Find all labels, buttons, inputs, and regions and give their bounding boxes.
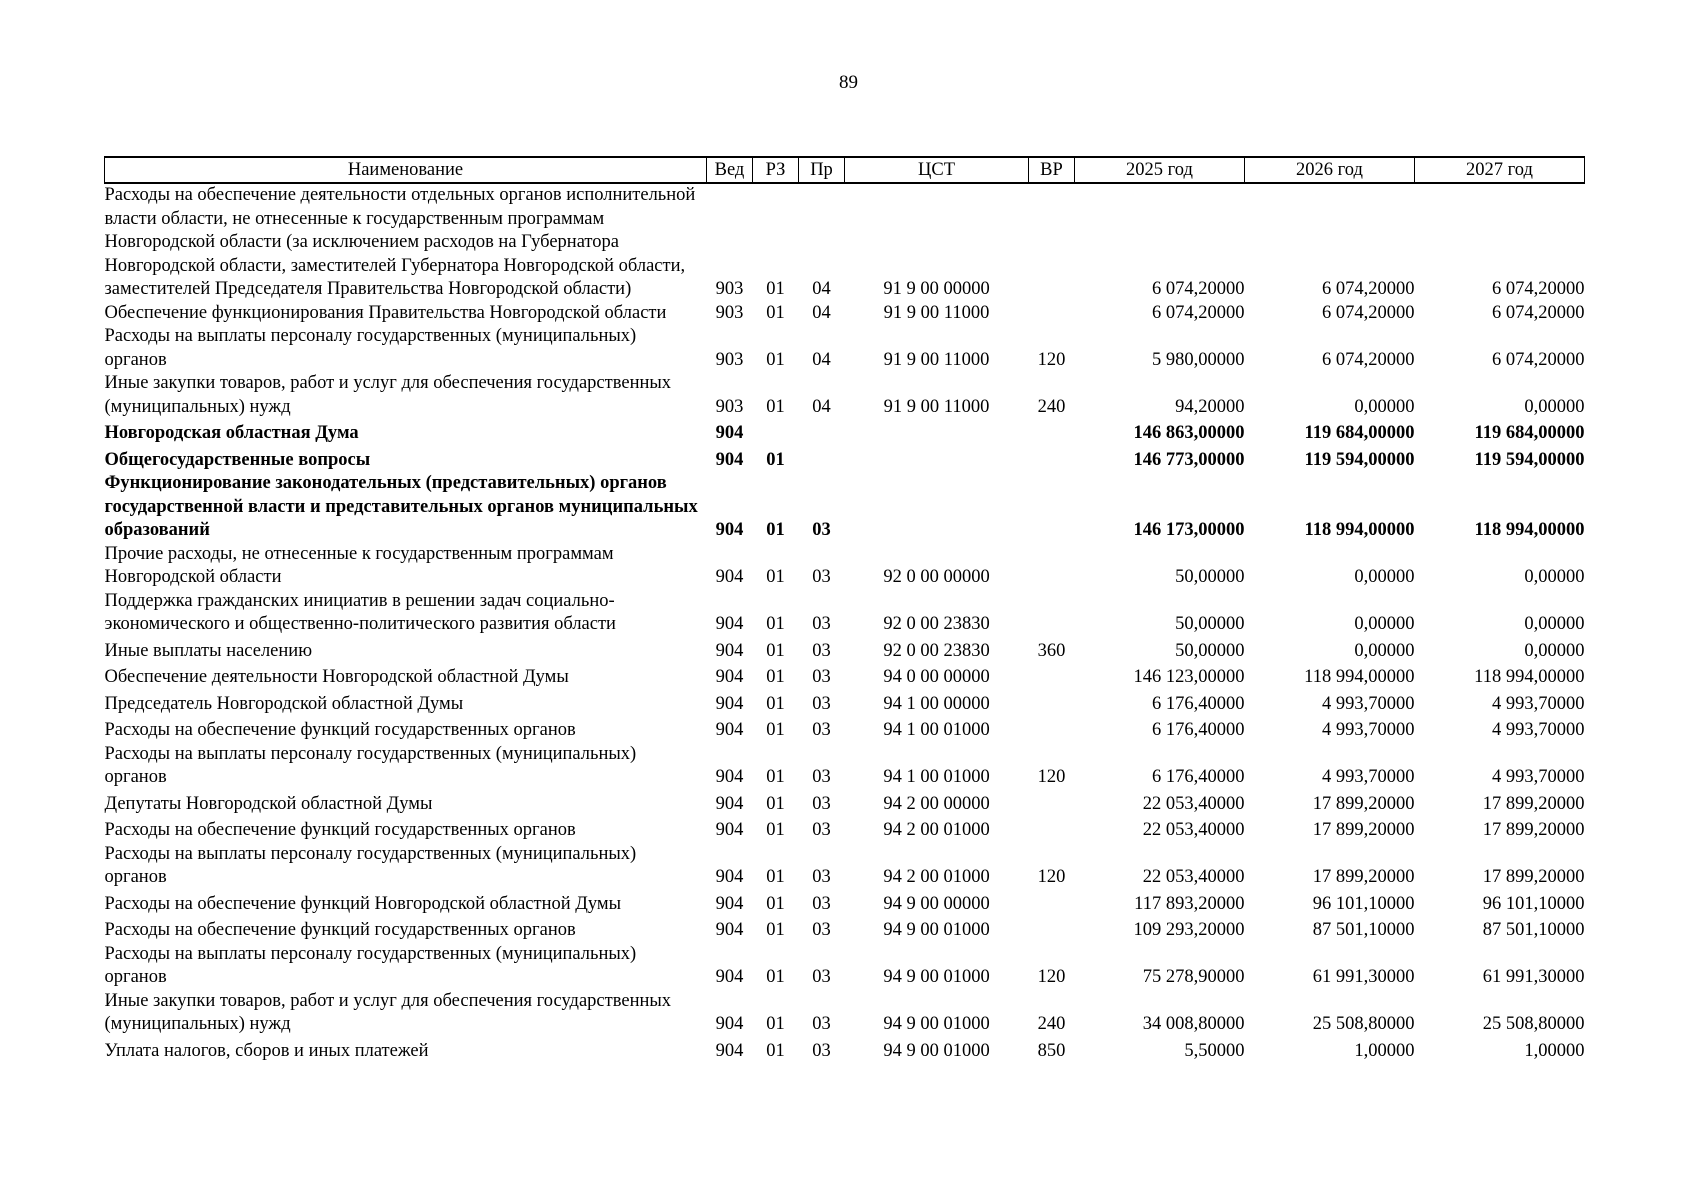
cell-y2026: 4 993,70000 xyxy=(1322,693,1415,714)
header-name: Наименование xyxy=(105,157,707,183)
cell-pr: 03 xyxy=(812,820,831,840)
cell-rz: 01 xyxy=(766,520,785,540)
cell-cst: 94 0 00 00000 xyxy=(883,667,990,687)
cell-name: Обеспечение функционирования Правительства Новгородской области xyxy=(104,302,667,323)
cell-name: Депутаты Новгородской областной Думы xyxy=(104,793,433,814)
cell-cst: 91 9 00 00000 xyxy=(883,279,990,299)
cell-ved: 904 xyxy=(715,640,744,661)
cell-ved: 904 xyxy=(715,767,744,787)
cell-y2025: 6 074,20000 xyxy=(1152,302,1245,323)
cell-y2025: 34 008,80000 xyxy=(1142,1014,1245,1034)
cell-pr: 03 xyxy=(812,720,831,740)
cell-y2027: 119 594,00000 xyxy=(1474,449,1585,470)
cell-y2026: 96 101,10000 xyxy=(1312,893,1415,914)
table-row xyxy=(105,1037,1585,1064)
cell-y2027: 6 074,20000 xyxy=(1492,302,1585,323)
cell-pr: 04 xyxy=(812,302,831,323)
cell-cst: 94 1 00 00000 xyxy=(883,693,990,714)
cell-y2025: 22 053,40000 xyxy=(1142,820,1245,840)
cell-y2027: 96 101,10000 xyxy=(1482,893,1585,914)
cell-y2026: 17 899,20000 xyxy=(1312,867,1415,887)
cell-y2026: 61 991,30000 xyxy=(1312,967,1415,987)
cell-pr: 03 xyxy=(812,567,831,587)
cell-vr: 240 xyxy=(1037,396,1066,417)
cell-y2027: 17 899,20000 xyxy=(1482,867,1585,887)
cell-rz: 01 xyxy=(766,640,785,661)
cell-y2025: 75 278,90000 xyxy=(1142,967,1245,987)
cell-vr xyxy=(1029,590,1075,637)
cell-y2027: 0,00000 xyxy=(1524,640,1585,661)
cell-vr: 360 xyxy=(1037,640,1066,661)
table-row xyxy=(105,916,1585,943)
cell-name: Расходы на выплаты персоналу государственных (муниципальных) органов xyxy=(104,743,637,787)
cell-y2025: 50,00000 xyxy=(1175,614,1245,634)
table-row xyxy=(105,663,1585,690)
cell-ved: 904 xyxy=(715,867,744,887)
cell-cst: 94 2 00 00000 xyxy=(883,793,990,814)
cell-ved: 904 xyxy=(715,1014,744,1034)
cell-cst: 94 1 00 01000 xyxy=(883,767,990,787)
cell-y2026: 6 074,20000 xyxy=(1322,302,1415,323)
cell-y2025: 5 980,00000 xyxy=(1152,349,1245,370)
table-row xyxy=(105,325,1585,372)
cell-cst: 94 1 00 01000 xyxy=(883,720,990,740)
cell-vr xyxy=(1029,816,1075,843)
cell-y2025: 6 176,40000 xyxy=(1152,767,1245,787)
header-2027: 2027 год xyxy=(1415,157,1585,183)
cell-pr: 03 xyxy=(812,867,831,887)
cell-name: Расходы на обеспечение функций государственных органов xyxy=(104,920,576,940)
table-row xyxy=(105,472,1585,543)
table-row xyxy=(105,637,1585,664)
table-row xyxy=(105,743,1585,790)
cell-vr xyxy=(1029,472,1075,543)
cell-pr: 03 xyxy=(812,1040,831,1061)
cell-pr: 03 xyxy=(812,893,831,914)
cell-y2026: 87 501,10000 xyxy=(1312,920,1415,940)
cell-rz: 01 xyxy=(766,349,785,370)
cell-pr: 03 xyxy=(812,614,831,634)
cell-ved: 903 xyxy=(715,396,744,417)
header-ved: Вед xyxy=(707,157,753,183)
table-row xyxy=(105,543,1585,590)
cell-vr: 240 xyxy=(1037,1014,1066,1034)
cell-cst: 94 9 00 00000 xyxy=(883,893,990,914)
cell-y2027: 0,00000 xyxy=(1524,396,1585,417)
cell-ved: 904 xyxy=(715,920,744,940)
table-row xyxy=(105,302,1585,326)
cell-ved: 904 xyxy=(715,820,744,840)
cell-y2025: 22 053,40000 xyxy=(1142,867,1245,887)
cell-cst xyxy=(845,446,1029,473)
cell-pr xyxy=(799,446,845,473)
cell-rz: 01 xyxy=(766,567,785,587)
table-row xyxy=(105,790,1585,817)
cell-y2025: 109 293,20000 xyxy=(1133,920,1245,940)
cell-y2027: 4 993,70000 xyxy=(1492,720,1585,740)
header-pr: Пр xyxy=(799,157,845,183)
cell-ved: 903 xyxy=(715,279,744,299)
cell-y2026: 4 993,70000 xyxy=(1322,767,1415,787)
page-number: 89 xyxy=(839,72,858,93)
cell-cst: 94 2 00 01000 xyxy=(883,820,990,840)
cell-rz: 01 xyxy=(766,396,785,417)
table-row xyxy=(105,990,1585,1037)
cell-rz xyxy=(753,419,799,446)
cell-y2026: 0,00000 xyxy=(1354,396,1415,417)
cell-rz: 01 xyxy=(766,867,785,887)
cell-name: Расходы на выплаты персоналу государственных (муниципальных) органов xyxy=(104,943,637,987)
cell-ved: 904 xyxy=(715,423,744,443)
cell-y2026: 118 994,00000 xyxy=(1304,667,1415,687)
cell-ved: 904 xyxy=(715,614,744,634)
cell-pr: 03 xyxy=(812,920,831,940)
cell-vr xyxy=(1029,916,1075,943)
cell-rz: 01 xyxy=(766,667,785,687)
cell-name: Расходы на выплаты персоналу государственных (муниципальных) органов xyxy=(104,326,637,370)
cell-rz: 01 xyxy=(766,720,785,740)
cell-ved: 904 xyxy=(715,893,744,914)
cell-cst xyxy=(845,472,1029,543)
cell-ved: 904 xyxy=(715,449,744,470)
cell-name: Поддержка гражданских инициатив в решении задач социально-экономического и общественно-политического развития области xyxy=(104,590,616,634)
cell-pr: 04 xyxy=(812,279,831,299)
table-body xyxy=(105,183,1585,1063)
cell-name: Расходы на обеспечение деятельности отдельных органов исполнительной власти области, не отнесенные к государственным программам Новгородской области (за исключением расходов на Губернатора Новгородской области, заместителей Губернатора Новгородской области, заместителей Председателя Правительства Новгородской области) xyxy=(104,185,696,299)
cell-y2026: 119 594,00000 xyxy=(1304,449,1415,470)
cell-y2027: 6 074,20000 xyxy=(1492,349,1585,370)
cell-ved: 904 xyxy=(715,967,744,987)
cell-vr xyxy=(1029,543,1075,590)
cell-vr: 850 xyxy=(1037,1040,1066,1061)
cell-rz: 01 xyxy=(766,302,785,323)
cell-y2027: 0,00000 xyxy=(1524,614,1585,634)
cell-vr: 120 xyxy=(1037,867,1066,887)
cell-vr xyxy=(1029,419,1075,446)
budget-table xyxy=(104,156,1585,1063)
cell-y2025: 146 773,00000 xyxy=(1133,449,1245,470)
cell-vr xyxy=(1029,663,1075,690)
header-vr: ВР xyxy=(1029,157,1075,183)
table-row xyxy=(105,183,1585,302)
cell-y2026: 118 994,00000 xyxy=(1304,520,1415,540)
cell-pr: 03 xyxy=(812,767,831,787)
cell-y2027: 61 991,30000 xyxy=(1482,967,1585,987)
cell-y2025: 146 863,00000 xyxy=(1133,423,1245,443)
cell-name: Расходы на обеспечение функций государственных органов xyxy=(104,720,576,740)
cell-pr: 03 xyxy=(812,640,831,661)
cell-rz: 01 xyxy=(766,967,785,987)
cell-name: Обеспечение деятельности Новгородской областной Думы xyxy=(104,667,569,687)
cell-rz: 01 xyxy=(766,793,785,814)
cell-rz: 01 xyxy=(766,449,785,470)
cell-cst: 94 9 00 01000 xyxy=(883,920,990,940)
cell-y2026: 6 074,20000 xyxy=(1322,349,1415,370)
cell-vr: 120 xyxy=(1037,967,1066,987)
cell-y2026: 4 993,70000 xyxy=(1322,720,1415,740)
cell-rz: 01 xyxy=(766,279,785,299)
cell-ved: 903 xyxy=(715,302,744,323)
cell-ved: 904 xyxy=(715,793,744,814)
cell-pr: 03 xyxy=(812,793,831,814)
cell-y2025: 146 123,00000 xyxy=(1133,667,1245,687)
cell-vr xyxy=(1029,302,1075,326)
cell-ved: 904 xyxy=(715,520,744,540)
cell-cst: 91 9 00 11000 xyxy=(883,396,990,417)
cell-name: Иные выплаты населению xyxy=(104,640,313,661)
cell-y2026: 0,00000 xyxy=(1354,640,1415,661)
header-rz: РЗ xyxy=(753,157,799,183)
table-row xyxy=(105,816,1585,843)
cell-y2027: 4 993,70000 xyxy=(1492,767,1585,787)
cell-y2026: 17 899,20000 xyxy=(1312,820,1415,840)
cell-y2027: 4 993,70000 xyxy=(1492,693,1585,714)
cell-cst: 94 9 00 01000 xyxy=(883,1040,990,1061)
cell-y2025: 117 893,20000 xyxy=(1134,893,1245,914)
cell-y2027: 6 074,20000 xyxy=(1492,279,1585,299)
cell-y2027: 17 899,20000 xyxy=(1482,820,1585,840)
cell-y2026: 17 899,20000 xyxy=(1312,793,1415,814)
cell-vr xyxy=(1029,690,1075,717)
cell-rz: 01 xyxy=(766,893,785,914)
cell-pr: 03 xyxy=(812,1014,831,1034)
cell-name: Уплата налогов, сборов и иных платежей xyxy=(104,1040,429,1061)
cell-y2027: 87 501,10000 xyxy=(1482,920,1585,940)
cell-y2025: 22 053,40000 xyxy=(1142,793,1245,814)
cell-y2026: 0,00000 xyxy=(1354,567,1415,587)
cell-ved: 904 xyxy=(715,1040,744,1061)
cell-pr: 03 xyxy=(812,967,831,987)
table-row xyxy=(105,943,1585,990)
cell-name: Функционирование законодательных (представительных) органов государственной власти и представительных органов муниципальных образований xyxy=(104,473,698,540)
cell-cst: 92 0 00 23830 xyxy=(883,640,990,661)
cell-pr: 03 xyxy=(812,667,831,687)
cell-cst: 91 9 00 11000 xyxy=(883,349,990,370)
cell-y2025: 50,00000 xyxy=(1175,640,1245,661)
table-row xyxy=(105,716,1585,743)
table-row xyxy=(105,446,1585,473)
cell-name: Расходы на обеспечение функций Новгородской областной Думы xyxy=(104,893,622,914)
cell-rz: 01 xyxy=(766,820,785,840)
cell-cst: 92 0 00 23830 xyxy=(883,614,990,634)
cell-name: Расходы на обеспечение функций государственных органов xyxy=(104,820,576,840)
cell-y2025: 146 173,00000 xyxy=(1133,520,1245,540)
cell-ved: 904 xyxy=(715,693,744,714)
cell-vr xyxy=(1029,183,1075,302)
table-header xyxy=(105,157,1585,183)
cell-pr xyxy=(799,419,845,446)
cell-pr: 03 xyxy=(812,520,831,540)
cell-rz: 01 xyxy=(766,1014,785,1034)
cell-cst: 94 2 00 01000 xyxy=(883,867,990,887)
cell-y2027: 118 994,00000 xyxy=(1474,520,1585,540)
cell-y2025: 6 176,40000 xyxy=(1152,693,1245,714)
header-cst: ЦСТ xyxy=(845,157,1029,183)
cell-y2025: 6 074,20000 xyxy=(1152,279,1245,299)
cell-name: Иные закупки товаров, работ и услуг для обеспечения государственных (муниципальных) нужд xyxy=(104,990,672,1034)
cell-vr: 120 xyxy=(1037,767,1066,787)
cell-cst: 94 9 00 01000 xyxy=(883,967,990,987)
cell-y2026: 0,00000 xyxy=(1354,614,1415,634)
table-row xyxy=(105,890,1585,917)
cell-vr xyxy=(1029,790,1075,817)
cell-y2025: 5,50000 xyxy=(1184,1040,1245,1061)
cell-ved: 904 xyxy=(715,567,744,587)
cell-vr xyxy=(1029,716,1075,743)
cell-y2027: 25 508,80000 xyxy=(1482,1014,1585,1034)
cell-vr: 120 xyxy=(1037,349,1066,370)
cell-pr: 04 xyxy=(812,349,831,370)
cell-vr xyxy=(1029,446,1075,473)
table-row xyxy=(105,372,1585,419)
table-row xyxy=(105,590,1585,637)
cell-y2025: 94,20000 xyxy=(1175,396,1245,417)
cell-rz: 01 xyxy=(766,693,785,714)
header-2025: 2025 год xyxy=(1075,157,1245,183)
cell-rz: 01 xyxy=(766,767,785,787)
cell-ved: 904 xyxy=(715,720,744,740)
cell-y2027: 1,00000 xyxy=(1524,1040,1585,1061)
cell-name: Председатель Новгородской областной Думы xyxy=(104,693,464,714)
cell-y2027: 17 899,20000 xyxy=(1482,793,1585,814)
cell-y2025: 6 176,40000 xyxy=(1152,720,1245,740)
cell-name: Расходы на выплаты персоналу государственных (муниципальных) органов xyxy=(104,843,637,887)
cell-y2027: 0,00000 xyxy=(1524,567,1585,587)
cell-pr: 03 xyxy=(812,693,831,714)
cell-ved: 904 xyxy=(715,667,744,687)
cell-cst xyxy=(845,419,1029,446)
cell-cst: 92 0 00 00000 xyxy=(883,567,990,587)
cell-rz: 01 xyxy=(766,1040,785,1061)
cell-y2026: 6 074,20000 xyxy=(1322,279,1415,299)
table-row xyxy=(105,419,1585,446)
cell-name: Новгородская областная Дума xyxy=(104,423,359,443)
cell-name: Прочие расходы, не отнесенные к государственным программам Новгородской области xyxy=(104,543,614,587)
cell-rz: 01 xyxy=(766,920,785,940)
cell-y2025: 50,00000 xyxy=(1175,567,1245,587)
header-2026: 2026 год xyxy=(1245,157,1415,183)
cell-y2026: 1,00000 xyxy=(1354,1040,1415,1061)
cell-vr xyxy=(1029,890,1075,917)
cell-rz: 01 xyxy=(766,614,785,634)
table-row xyxy=(105,843,1585,890)
cell-y2026: 119 684,00000 xyxy=(1304,423,1415,443)
cell-y2027: 118 994,00000 xyxy=(1474,667,1585,687)
cell-pr: 04 xyxy=(812,396,831,417)
cell-name: Общегосударственные вопросы xyxy=(104,449,371,470)
cell-cst: 91 9 00 11000 xyxy=(883,302,990,323)
cell-cst: 94 9 00 01000 xyxy=(883,1014,990,1034)
table-row xyxy=(105,690,1585,717)
cell-ved: 903 xyxy=(715,349,744,370)
cell-y2026: 25 508,80000 xyxy=(1312,1014,1415,1034)
cell-name: Иные закупки товаров, работ и услуг для обеспечения государственных (муниципальных) нужд xyxy=(104,373,672,417)
cell-y2027: 119 684,00000 xyxy=(1474,423,1585,443)
